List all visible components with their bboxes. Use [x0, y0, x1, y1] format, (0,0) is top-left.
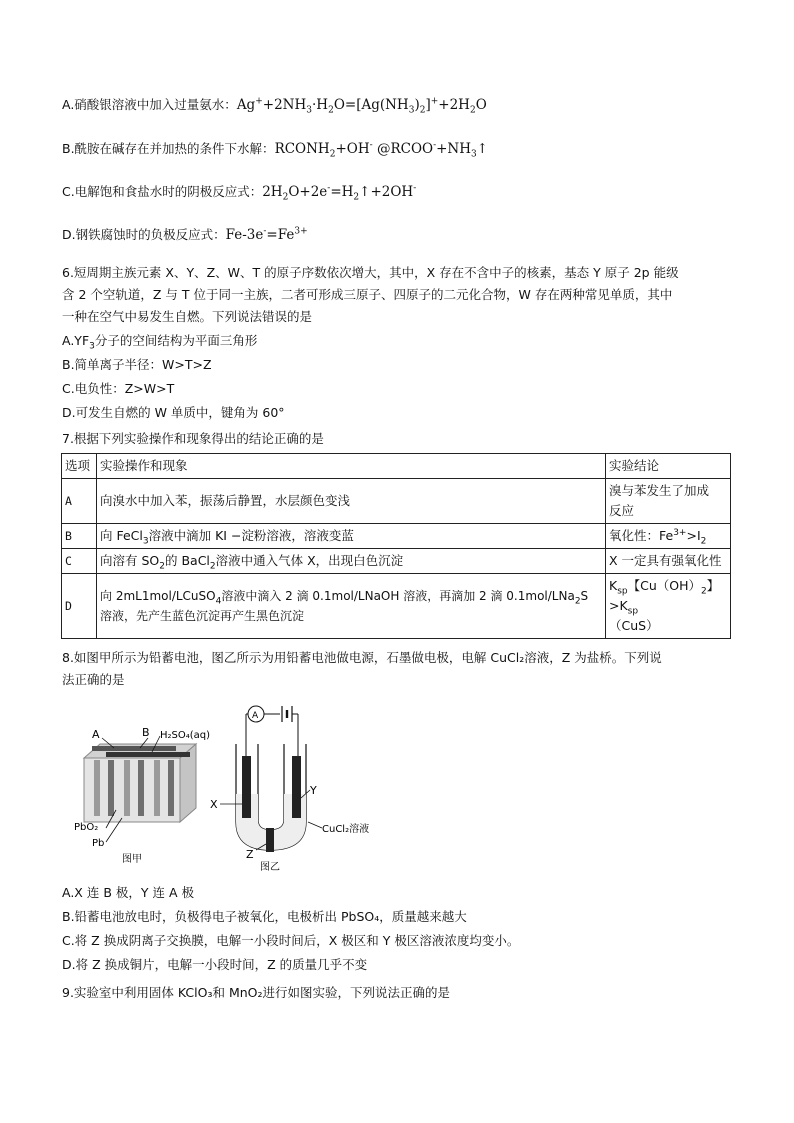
q5-option-c: C.电解饱和食盐水时的阴极反应式：$2H_2O+2e^-=H_2↑+2OH^-$ [62, 183, 417, 203]
svg-text:X: X [210, 798, 218, 811]
svg-text:Z: Z [246, 848, 254, 861]
q7-stem: 7.根据下列实验操作和现象得出的结论正确的是 [62, 431, 324, 446]
q6-stem-line1: 6.短周期主族元素 X、Y、Z、W、T 的原子序数依次增大，其中，X 存在不含中子的核素，基态 Y 原子 2p 能级 [62, 265, 679, 280]
table-row: C 向溶有 $SO_2$的 BaCl$_2$溶液中通入气体 X，出现白色沉淀 X 一定具有强氧化性 [62, 549, 731, 574]
svg-text:H₂SO₄(aq): H₂SO₄(aq) [160, 730, 211, 741]
svg-text:图乙: 图乙 [260, 862, 280, 873]
q8-stem-line2: 法正确的是 [62, 672, 125, 687]
q8-figure [70, 700, 390, 880]
q6-option-a: $A.YF_3$分子的空间结构为平面三角形 [62, 333, 258, 352]
svg-text:图甲: 图甲 [122, 854, 142, 865]
salt-bridge-z [266, 828, 274, 852]
electrode-x [242, 756, 251, 818]
q5-option-a: A.硝酸银溶液中加入过量氨水：$Ag^++2NH_3\cdot H_2O=[Ag(NH_3)_2]^++2H_2O$ [62, 96, 487, 116]
q5-b-formula: $RCONH_2+OH^-$ $@RCOO^-+NH_3↑$ [274, 140, 489, 160]
svg-text:Y: Y [310, 784, 317, 797]
q8-option-a: A.X 连 B 极，Y 连 A 极 [62, 885, 194, 900]
q6-option-b: B.简单离子半径：W>T>Z [62, 357, 212, 372]
q9-stem: 9.实验室中利用固体 KClO₃和 MnO₂进行如图实验，下列说法正确的是 [62, 985, 450, 1000]
electrode-y [292, 756, 301, 818]
svg-text:A: A [92, 728, 100, 741]
q6-option-c: C.电负性：Z>W>T [62, 381, 175, 396]
header-operation: 实验操作和现象 [97, 454, 606, 479]
table-row: D 向 2mL1mol/LCuSO$_4$溶液中滴入 2 滴 0.1mol/LNaOH 溶液，再滴加 2 滴 0.1mol/LNa$_2$S 溶液，先产生蓝色沉淀再产生黑色沉淀 $K_{sp}$【$Cu(OH)_2$】$>K_{sp}$ （CuS） [62, 574, 731, 639]
q5-option-d: D.钢铁腐蚀时的负极反应式：$Fe-3e^-=Fe^{3+}$ [62, 226, 308, 243]
q8-option-b: B.铅蓄电池放电时，负极得电子被氧化，电极析出 PbSO₄，质量越来越大 [62, 909, 467, 924]
header-conclusion: 实验结论 [606, 454, 731, 479]
q8-option-c: C.将 Z 换成阴离子交换膜，电解一小段时间后，X 极区和 Y 极区溶液浓度均变小。 [62, 933, 520, 948]
q8-option-d: D.将 Z 换成铜片，电解一小段时间，Z 的质量几乎不变 [62, 957, 368, 972]
q6-option-d: D.可发生自燃的 W 单质中，键角为 60° [62, 405, 285, 420]
svg-text:PbO₂: PbO₂ [74, 822, 99, 833]
q8-stem-line1: 8.如图甲所示为铅蓄电池，图乙所示为用铅蓄电池做电源，石墨做电极，电解 CuCl₂溶液，Z 为盐桥。下列说 [62, 650, 662, 665]
q6-stem-line2: 含 2 个空轨道，Z 与 T 位于同一主族，二者可形成三原子、四原子的二元化合物，W 存在两种常见单质，其中 [62, 287, 673, 302]
table-row: A 向溴水中加入苯，振荡后静置，水层颜色变浅 溴与苯发生了加成 反应 [62, 479, 731, 524]
electrolysis-u-tube-diagram [210, 706, 369, 873]
svg-text:Pb: Pb [92, 838, 105, 849]
q5-option-b: B.酰胺在碱存在并加热的条件下水解：$RCONH_2+OH^-$ $@RCOO^-+NH_3↑$ [62, 140, 489, 160]
q5-c-formula: $2H_2O+2e^-=H_2↑+2OH^-$ [262, 183, 417, 203]
header-option: 选项 [62, 454, 97, 479]
svg-text:CuCl₂溶液: CuCl₂溶液 [322, 824, 370, 835]
table-header-row [62, 454, 731, 479]
q6-stem-line3: 一种在空气中易发生自燃。下列说法错误的是 [62, 309, 313, 324]
svg-text:A: A [252, 711, 259, 721]
lead-acid-battery-diagram [74, 726, 210, 865]
table-row: B 向 FeCl$_3$溶液中滴加 KI −淀粉溶液，溶液变蓝 氧化性：$Fe^{3+}>I_2$ [62, 524, 731, 549]
svg-text:B: B [142, 726, 150, 739]
experiment-table [61, 453, 731, 639]
q5-a-formula: $Ag^++2NH_3\cdot H_2O=[Ag(NH_3)_2]^++2H_2O$ [236, 96, 487, 116]
q5-d-formula: $Fe-3e^-=Fe^{3+}$ [225, 226, 308, 243]
